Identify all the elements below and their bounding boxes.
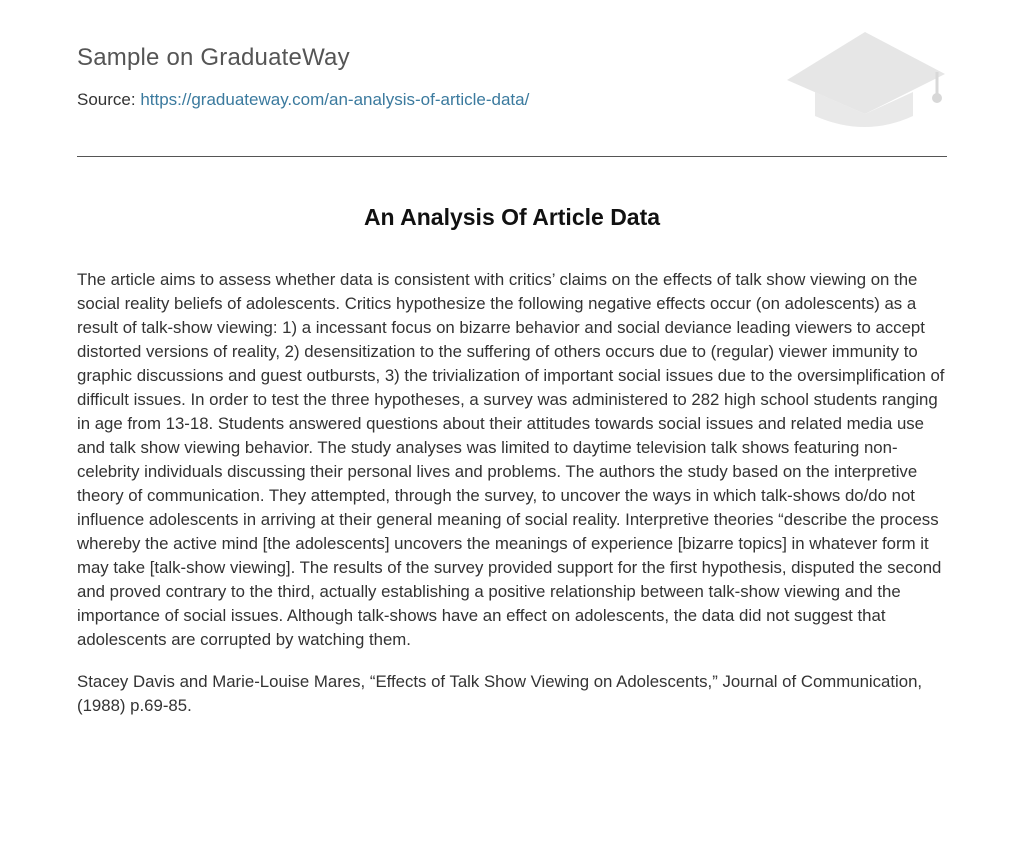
article-content	[77, 268, 947, 736]
source-label: Source:	[77, 90, 136, 109]
page-header	[77, 0, 947, 157]
graduation-cap-icon	[781, 32, 947, 132]
source-line	[77, 90, 529, 110]
article-citation: Stacey Davis and Marie-Louise Mares, “Effects of Talk Show Viewing on Adolescents,” Journal of Communication, (1988) p.69-85.	[77, 672, 923, 715]
site-title: Sample on GraduateWay	[77, 44, 350, 71]
article-title: An Analysis Of Article Data	[363, 204, 661, 230]
source-link[interactable]: https://graduateway.com/an-analysis-of-article-data/	[140, 90, 530, 109]
article-body: The article aims to assess whether data is consistent with critics’ claims on the effects of talk show viewing on the social reality beliefs of adolescents. Critics hypothesize the following negative effects occur (on adolescents) as a result of talk-show viewing: 1) a incessant focus on bizarre behavior and social deviance leading viewers to accept distorted versions of reality, 2) desensitization to the suffering of others occurs due to (regular) viewer immunity to graphic discussions and guest outbursts, 3) the trivialization of important social issues due to the oversimplification of difficult issues. In order to test the three hypotheses, a survey was administered to 282 high school students ranging in age from 13-18. Students answered questions about their attitudes towards social issues and related media use and talk show viewing behavior. The study analyses was limited to daytime television talk shows featuring non-celebrity individuals discussing their personal lives and problems. The authors the study based on the interpretive theory of communication. They attempted, through the survey, to uncover the ways in which talk-shows do/do not influence adolescents in arriving at their general meaning of social reality. Interpretive theories “describe the process whereby the active mind [the adolescents] uncovers the meanings of experience [bizarre topics] in whatever form it may take [talk-show viewing]. The results of the survey provided support for the first hypothesis, disputed the second and proved contrary to the third, actually establishing a positive relationship between talk-show viewing and the importance of social issues. Although talk-shows have an effect on adolescents, the data did not suggest that adolescents are corrupted by watching them.	[77, 270, 945, 649]
